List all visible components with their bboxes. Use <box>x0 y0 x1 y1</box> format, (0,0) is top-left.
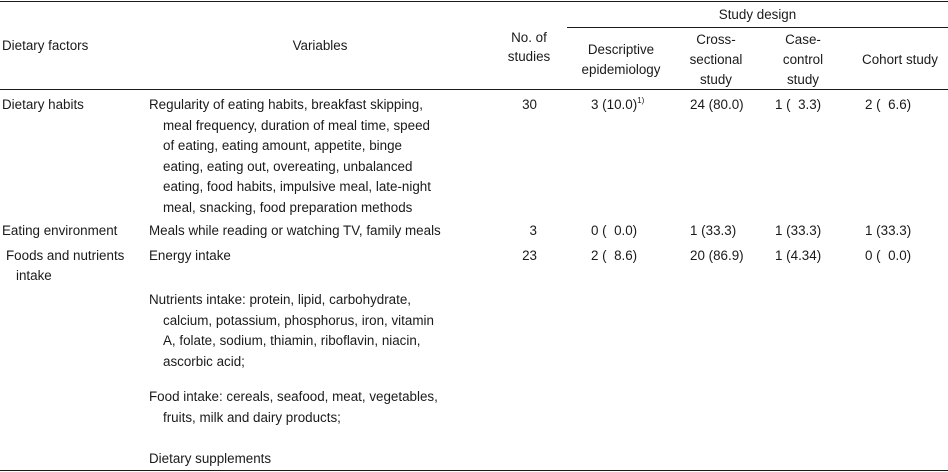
row-eating-environment-descriptive: 0 ( 0.0) <box>591 223 638 238</box>
row-dietary-habits-factor: Dietary habits <box>2 97 84 112</box>
variable-line: fruits, milk and dairy products; <box>163 409 341 425</box>
footnote-marker: 1) <box>637 96 645 105</box>
variable-line: meal, snacking, food preparation methods <box>163 199 413 215</box>
header-cross-sectional-2: sectional <box>689 52 743 67</box>
header-cohort: Cohort study <box>862 52 938 67</box>
header-case-control-3: study <box>786 72 819 87</box>
variable-line: Food intake: cereals, seafood, meat, vegetables, <box>149 389 438 404</box>
row-foods-cohort: 0 ( 0.0) <box>865 248 912 263</box>
variable-line: Nutrients intake: protein, lipid, carbohydrate, <box>149 292 412 307</box>
row-foods-cross-sectional: 20 (86.9) <box>690 248 744 263</box>
header-no-of-studies-2: studies <box>507 49 551 64</box>
row-dietary-habits-variables <box>149 95 431 218</box>
header-cross-sectional-1: Cross- <box>696 32 736 47</box>
row-foods-descriptive: 2 ( 8.6) <box>591 248 638 263</box>
row-eating-environment-cross-sectional: 1 (33.3) <box>690 223 737 238</box>
row-eating-environment-case-control: 1 (33.3) <box>775 223 822 238</box>
top-rule <box>0 1 948 2</box>
row-foods-studies: 23 <box>522 248 537 263</box>
header-descriptive-1: Descriptive <box>587 42 655 57</box>
row-dietary-habits-descriptive <box>591 95 644 116</box>
row-dietary-habits-case-control: 1 ( 3.3) <box>775 97 822 112</box>
row-eating-environment-variables: Meals while reading or watching TV, family meals <box>149 223 441 238</box>
row-foods-factor-line2: intake <box>16 268 52 283</box>
header-variables: Variables <box>292 38 348 53</box>
row-foods-energy: Energy intake <box>149 248 231 263</box>
variable-line: A, folate, sodium, thiamin, riboflavin, niacin, <box>163 333 421 348</box>
row-eating-environment-cohort: 1 (33.3) <box>865 223 912 238</box>
study-design-rule <box>567 27 948 28</box>
header-dietary-factors: Dietary factors <box>2 38 89 53</box>
header-case-control-2: control <box>782 52 824 67</box>
variable-line: eating, food habits, impulsive meal, late-night <box>163 179 431 194</box>
descriptive-value: 3 (10.0) <box>591 97 638 112</box>
header-study-design: Study design <box>718 7 797 22</box>
row-eating-environment-factor: Eating environment <box>2 223 118 238</box>
row-dietary-habits-cross-sectional: 24 (80.0) <box>690 97 744 112</box>
variable-line: calcium, potassium, phosphorus, iron, vitamin <box>163 312 434 328</box>
variable-line: ascorbic acid; <box>163 353 245 369</box>
row-foods-food-intake <box>149 387 438 428</box>
variable-line: meal frequency, duration of meal time, speed <box>163 117 430 133</box>
row-dietary-habits-cohort: 2 ( 6.6) <box>865 97 912 112</box>
header-cross-sectional-3: study <box>699 72 732 87</box>
variable-line: eating, eating out, overeating, unbalanced <box>163 158 413 174</box>
row-foods-factor-line1: Foods and nutrients <box>6 248 125 263</box>
row-dietary-habits-studies: 30 <box>522 97 537 112</box>
variable-line: of eating, eating amount, appetite, binge <box>163 138 402 153</box>
variable-line: Regularity of eating habits, breakfast skipping, <box>149 97 423 112</box>
row-foods-supplements: Dietary supplements <box>149 451 272 466</box>
header-case-control-1: Case- <box>785 32 821 47</box>
row-foods-case-control: 1 (4.34) <box>775 248 822 263</box>
row-foods-nutrients <box>149 290 434 372</box>
header-descriptive-2: epidemiology <box>581 62 661 77</box>
header-no-of-studies-1: No. of <box>511 30 547 45</box>
row-eating-environment-studies: 3 <box>529 223 537 238</box>
bottom-rule <box>0 470 948 471</box>
